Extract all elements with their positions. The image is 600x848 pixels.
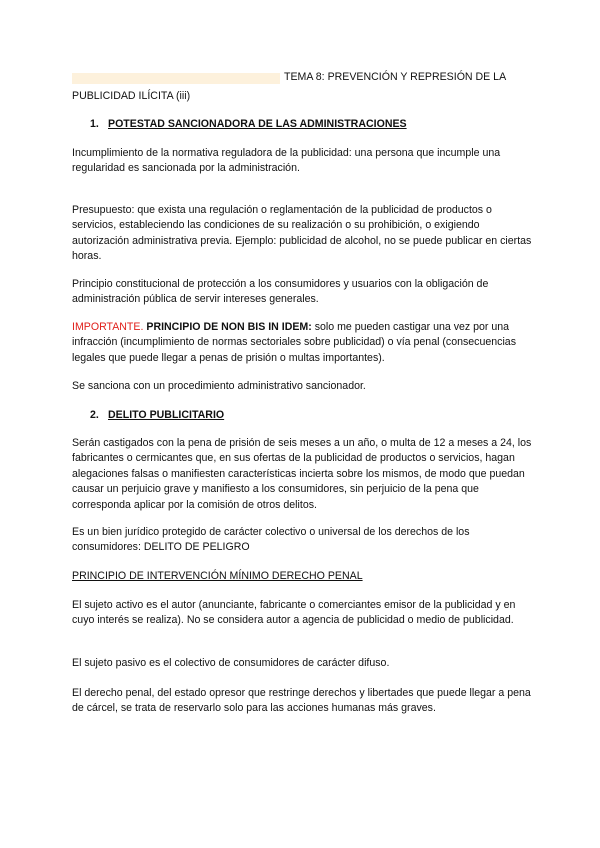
paragraph-derecho-penal: El derecho penal, del estado opresor que restringe derechos y libertades que puede llegar a pena de cárcel, se trata de reservarlo solo para las acciones humanas más graves. bbox=[72, 687, 531, 715]
section-1-title: POTESTAD SANCIONADORA DE LAS ADMINISTRACIONES bbox=[108, 118, 407, 130]
header-title-line1: TEMA 8: PREVENCIÓN Y REPRESIÓN DE LA bbox=[284, 71, 507, 83]
header-highlight bbox=[72, 73, 280, 84]
non-bis-in-idem-label: PRINCIPIO DE NON BIS IN IDEM: bbox=[146, 321, 312, 333]
section-1-heading bbox=[90, 117, 407, 132]
paragraph-sujeto-pasivo: El sujeto pasivo es el colectivo de consumidores de carácter difuso. bbox=[72, 657, 390, 669]
paragraph-sujeto-activo: El sujeto activo es el autor (anunciante, fabricante o comerciantes emisor de la publicidad y en cuyo interés se realiza). No se considera autor a agencia de publicidad o medio de publicidad. bbox=[72, 599, 516, 627]
paragraph-delito-penas: Serán castigados con la pena de prisión de seis meses a un año, o multa de 12 a meses a 24, los fabricantes o cermicantes que, en sus ofertas de la publicidad de productos o servicios, hagan alegaciones falsas o manifiesten características incierta sobre los mismos, de modo que puedan causar un perjuicio grave y manifiesto a los consumidores, sin perjuicio de la pena que corresponda aplicar por la comisión de otros delitos. bbox=[72, 437, 532, 511]
non-bis-in-idem-text: solo me pueden castigar una vez por una infracción (incumplimiento de normas sectoriales sobre publicidad) o vía penal (consecuencias legales que puede llegar a penas de prisión o multas importantes). bbox=[72, 321, 516, 364]
paragraph-incumplimiento: Incumplimiento de la normativa reguladora de la publicidad: una persona que incumple una regularidad es sancionada por la administración. bbox=[72, 147, 501, 175]
important-label: IMPORTANTE. bbox=[72, 321, 144, 333]
paragraph-principio-intervencion: PRINCIPIO DE INTERVENCIÓN MÍNIMO DERECHO PENAL bbox=[72, 570, 363, 582]
section-2-title: DELITO PUBLICITARIO bbox=[108, 409, 225, 421]
paragraph-procedimiento: Se sanciona con un procedimiento administrativo sancionador. bbox=[72, 380, 366, 392]
paragraph-presupuesto: Presupuesto: que exista una regulación o reglamentación de la publicidad de productos o servicios, estableciendo las condiciones de su realización o su prohibición, o exigiendo autorización administrativa previa. Ejemplo: publicidad de alcohol, no se puede publicar en ciertas horas. bbox=[72, 204, 532, 263]
paragraph-principio-constitucional: Principio constitucional de protección a los consumidores y usuarios con la obligación de administración pública de servir intereses generales. bbox=[72, 278, 489, 306]
header-title-line2: PUBLICIDAD ILÍCITA (iii) bbox=[72, 90, 191, 102]
paragraph-non-bis-in-idem bbox=[72, 320, 532, 366]
section-1-number: 1. bbox=[90, 118, 99, 130]
section-2-number: 2. bbox=[90, 409, 99, 421]
section-2-heading bbox=[90, 408, 224, 423]
paragraph-bien-juridico: Es un bien jurídico protegido de carácter colectivo o universal de los derechos de los consumidores: DELITO DE PELIGRO bbox=[72, 526, 470, 554]
